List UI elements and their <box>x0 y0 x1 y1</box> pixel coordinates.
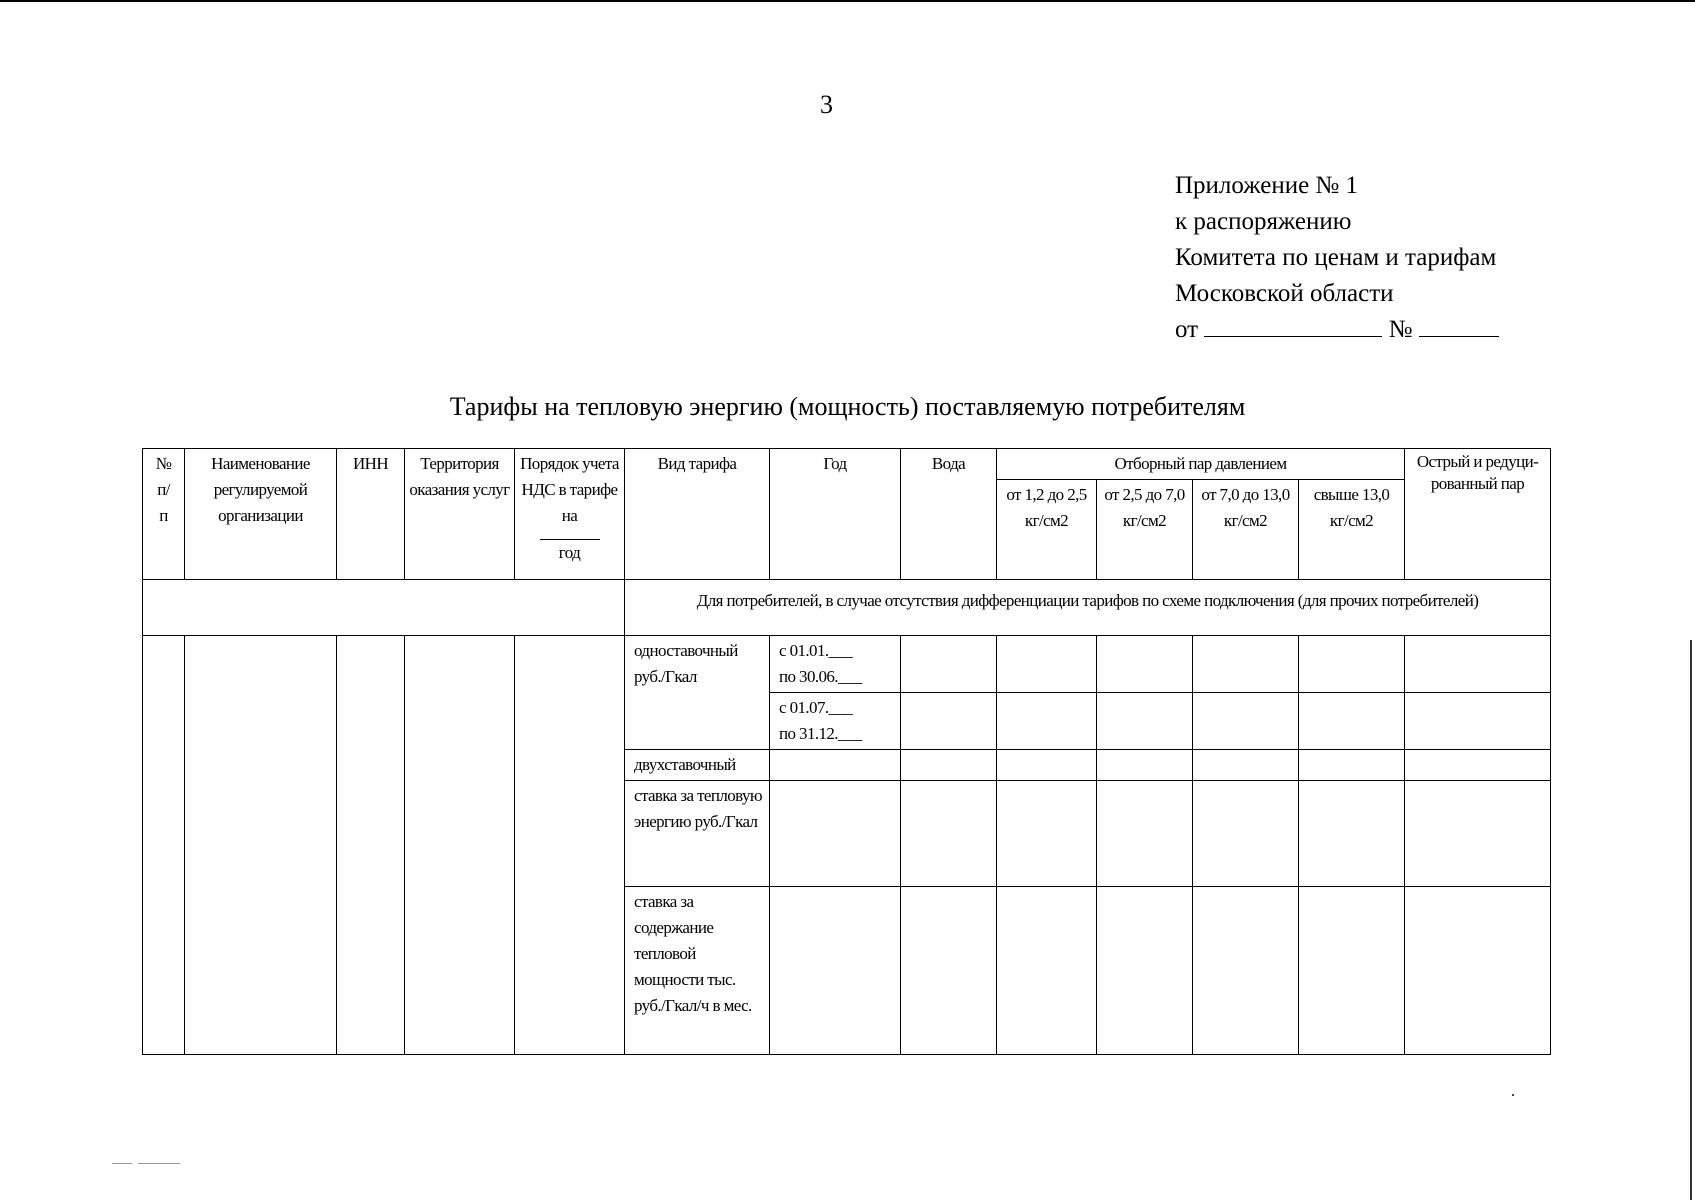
value-cell <box>1097 693 1193 750</box>
period-2-start: с 01.07.___ <box>779 698 853 717</box>
value-cell <box>901 887 997 1055</box>
note-blank-cell <box>143 580 625 636</box>
value-cell <box>1097 750 1193 781</box>
header-steam-13: свыше 13,0 кг/см2 <box>1299 480 1405 580</box>
value-cell <box>1299 781 1405 887</box>
header-number-line-3: п <box>159 506 168 525</box>
value-cell <box>1405 781 1551 887</box>
appendix-line-1: Приложение № 1 <box>1175 172 1359 199</box>
tariff-energy-rate: ставка за тепловую энергию руб./Гкал <box>625 781 770 887</box>
header-org-name: Наименование регулируемой организации <box>185 449 337 580</box>
scan-top-edge <box>0 0 1695 2</box>
value-cell <box>997 636 1097 693</box>
tariff-table <box>142 448 1551 1055</box>
data-cell-org-name <box>185 636 337 1055</box>
scan-right-edge <box>1690 640 1692 1200</box>
value-cell <box>1193 750 1299 781</box>
header-year: Год <box>770 449 901 580</box>
scan-dot <box>1512 1094 1514 1096</box>
value-cell <box>1405 750 1551 781</box>
header-territory: Территория оказания услуг <box>405 449 515 580</box>
value-cell <box>1405 693 1551 750</box>
value-cell <box>997 781 1097 887</box>
header-water: Вода <box>901 449 997 580</box>
header-number-line-1: № <box>155 454 172 473</box>
value-cell <box>901 636 997 693</box>
date-blank <box>1204 316 1382 337</box>
value-cell <box>1097 781 1193 887</box>
date-prefix: от <box>1175 316 1199 343</box>
page-number: 3 <box>820 90 833 119</box>
value-cell <box>1097 636 1193 693</box>
header-vat-text: Порядок учета НДС в тарифе на <box>520 454 619 525</box>
header-steam-group: Отборный пар давлением <box>997 449 1405 480</box>
value-cell <box>901 781 997 887</box>
scan-smudge <box>138 1163 180 1164</box>
value-cell <box>997 693 1097 750</box>
number-blank <box>1419 316 1499 337</box>
value-cell <box>1097 887 1193 1055</box>
value-cell <box>1193 887 1299 1055</box>
header-steam-1-2-5: от 1,2 до 2,5 кг/см2 <box>997 480 1097 580</box>
value-cell <box>1193 781 1299 887</box>
period-1-cell <box>770 636 901 693</box>
value-cell <box>997 887 1097 1055</box>
period-1-end: по 30.06.___ <box>779 667 862 686</box>
tariff-capacity-rate: ставка за содержание тепловой мощности тыс. руб./Гкал/ч в мес. <box>625 887 770 1055</box>
value-cell <box>1299 693 1405 750</box>
value-cell <box>997 750 1097 781</box>
year-cell <box>770 887 901 1055</box>
data-cell-vat <box>515 636 625 1055</box>
value-cell <box>901 750 997 781</box>
document-title: Тарифы на тепловую энергию (мощность) поставляемую потребителям <box>449 392 1246 421</box>
appendix-line-2: к распоряжению <box>1175 208 1352 235</box>
value-cell <box>1405 887 1551 1055</box>
value-cell <box>1193 636 1299 693</box>
period-2-cell <box>770 693 901 750</box>
appendix-line-3: Комитета по ценам и тарифам <box>1175 244 1497 271</box>
single-rate-row-1 <box>143 636 1551 693</box>
scan-smudge <box>112 1163 132 1164</box>
consumer-note-row <box>143 580 1551 636</box>
tariff-single-rate: одноставочный руб./Гкал <box>625 636 770 750</box>
period-1-start: с 01.01.___ <box>779 641 853 660</box>
value-cell <box>1299 636 1405 693</box>
period-2-end: по 31.12.___ <box>779 724 862 743</box>
header-row-1 <box>143 449 1551 480</box>
data-cell-inn <box>337 636 405 1055</box>
tariff-two-rate: двухставочный <box>625 750 770 781</box>
value-cell <box>901 693 997 750</box>
year-cell <box>770 781 901 887</box>
header-sharp-steam: Острый и редуци-рованный пар <box>1405 449 1551 580</box>
value-cell <box>1299 750 1405 781</box>
header-number <box>143 449 185 580</box>
appendix-line-4: Московской области <box>1175 280 1394 307</box>
header-vat <box>515 449 625 580</box>
value-cell <box>1193 693 1299 750</box>
appendix-date-line <box>1175 312 1499 348</box>
consumer-note: Для потребителей, в случае отсутствия дифференциации тарифов по схеме подключения (для прочих потребителей) <box>625 580 1551 636</box>
header-steam-2-5-7: от 2,5 до 7,0 кг/см2 <box>1097 480 1193 580</box>
header-vat-year: год <box>558 543 581 562</box>
appendix-block <box>1175 168 1499 348</box>
data-cell-territory <box>405 636 515 1055</box>
value-cell <box>1405 636 1551 693</box>
header-number-line-2: п/ <box>157 480 170 499</box>
header-tariff-type: Вид тарифа <box>625 449 770 580</box>
number-sign: № <box>1388 316 1413 343</box>
data-cell-number <box>143 636 185 1055</box>
header-steam-7-13: от 7,0 до 13,0 кг/см2 <box>1193 480 1299 580</box>
year-cell <box>770 750 901 781</box>
value-cell <box>1299 887 1405 1055</box>
header-inn: ИНН <box>337 449 405 580</box>
